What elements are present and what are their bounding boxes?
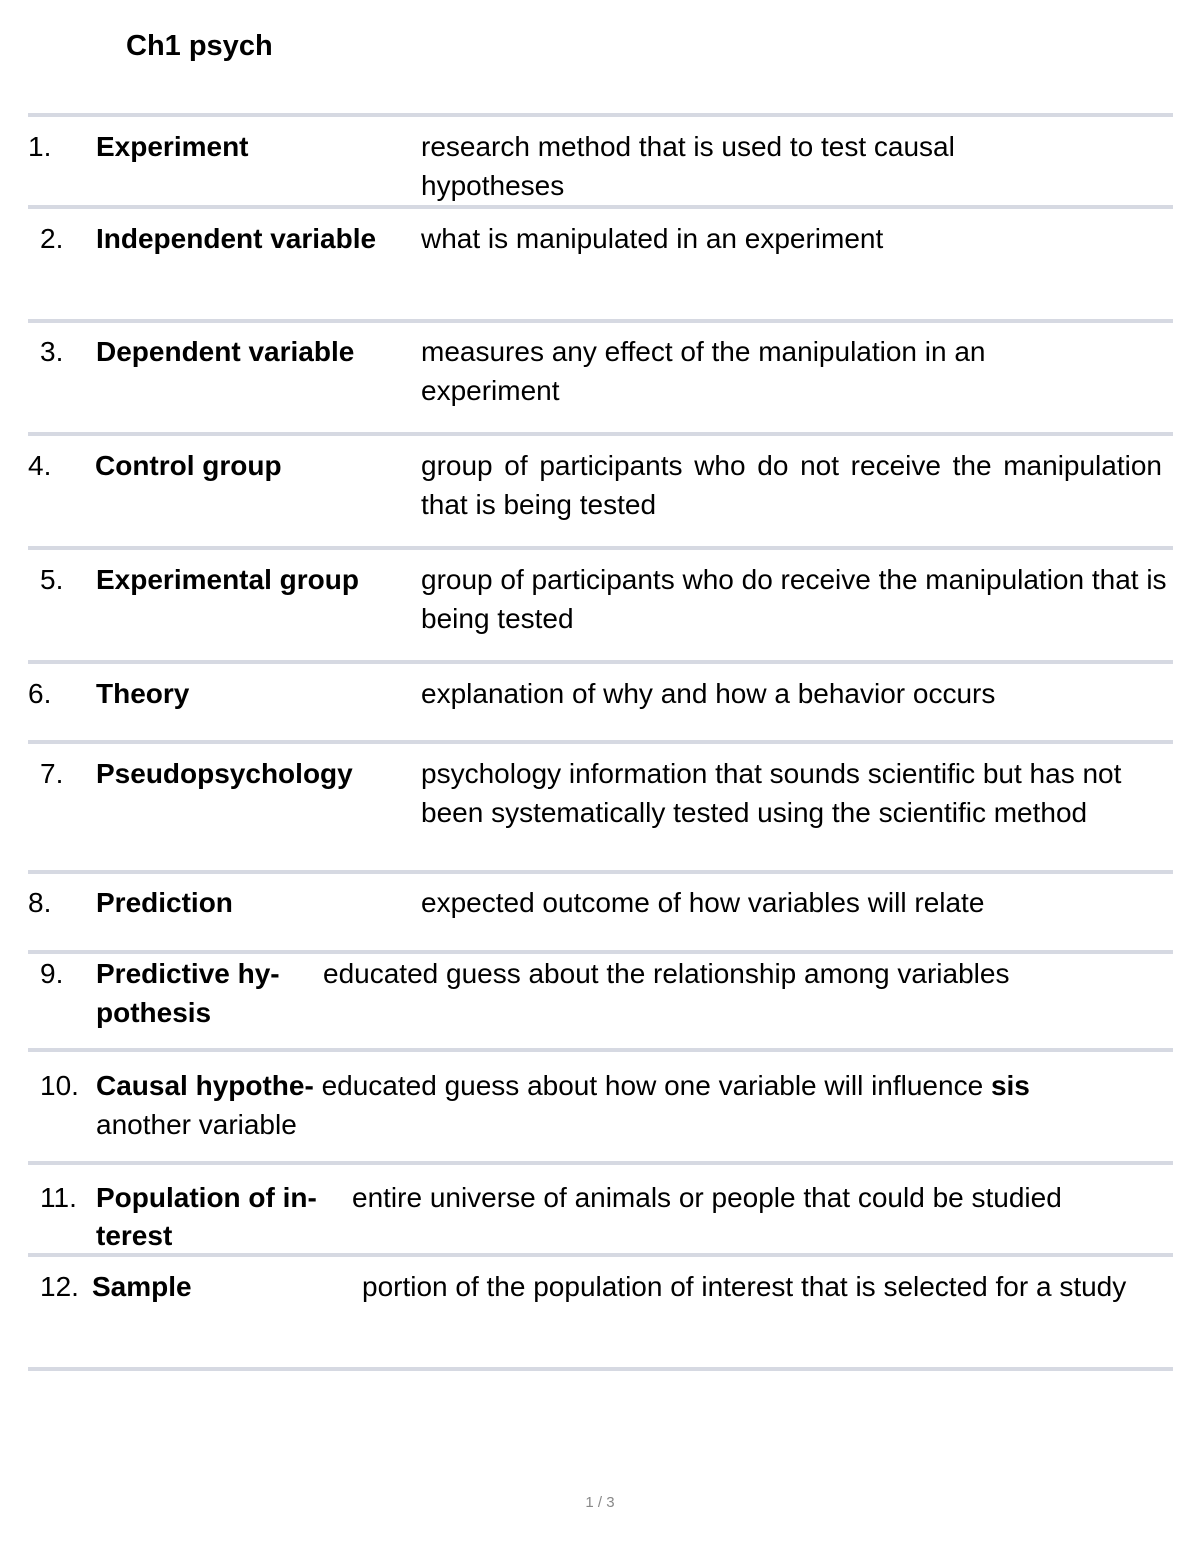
entry-definition: entire universe of animals or people that could be studied xyxy=(352,1182,1062,1213)
entry-number: 12. xyxy=(40,1271,79,1302)
divider xyxy=(28,319,1173,323)
entry-number: 3. xyxy=(40,336,64,367)
divider xyxy=(28,546,1173,550)
entry-number: 1. xyxy=(28,131,52,162)
entry-number: 9. xyxy=(40,958,64,989)
entry-term: Theory xyxy=(96,678,190,709)
entry-number: 10. xyxy=(40,1070,79,1101)
entry-term: Experiment xyxy=(96,131,249,162)
entry-number: 8. xyxy=(28,887,52,918)
page-title: Ch1 psych xyxy=(126,30,273,62)
entry-definition: psychology information that sounds scientific but has not been systematically tested using the scientific method xyxy=(421,758,1122,828)
entry-number: 4. xyxy=(28,450,52,481)
entry-definition: group of participants who do receive the manipulation that is being tested xyxy=(421,564,1167,634)
entry-definition: educated guess about how one variable will influence xyxy=(321,1070,984,1101)
entry-number: 7. xyxy=(40,758,64,789)
entry-definition: what is manipulated in an experiment xyxy=(421,223,884,254)
entry-definition: group of participants who do not receive the manipulation that is being tested xyxy=(421,450,1162,520)
entry-term-continued: terest xyxy=(96,1220,173,1251)
entry-term: Sample xyxy=(92,1271,192,1302)
divider xyxy=(28,113,1173,117)
entry-term: Predictive hy- xyxy=(96,958,280,989)
divider xyxy=(28,1367,1173,1371)
divider xyxy=(28,205,1173,209)
divider xyxy=(28,660,1173,664)
entry-term: Independent variable xyxy=(96,223,377,254)
entry-term: Causal hypothe- xyxy=(96,1070,314,1101)
entry-definition: expected outcome of how variables will relate xyxy=(421,887,985,918)
divider xyxy=(28,870,1173,874)
entry-term: Population of in- xyxy=(96,1182,317,1213)
entry-term: Dependent variable xyxy=(96,336,355,367)
divider xyxy=(28,432,1173,436)
divider xyxy=(28,1253,1173,1257)
entry-number: 6. xyxy=(28,678,52,709)
entry-definition: portion of the population of interest that is selected for a study xyxy=(362,1271,1127,1302)
entry-definition: research method that is used to test causal hypotheses xyxy=(421,131,955,201)
entry-term-continued: pothesis xyxy=(96,997,212,1028)
entry-definition: educated guess about the relationship among variables xyxy=(323,958,1010,989)
divider xyxy=(28,1048,1173,1052)
entry-term-continued: sis xyxy=(990,1070,1030,1101)
entry-number: 2. xyxy=(40,223,64,254)
divider xyxy=(28,740,1173,744)
entry-number: 5. xyxy=(40,564,64,595)
entry-definition: explanation of why and how a behavior occurs xyxy=(421,678,996,709)
entry-definition: measures any effect of the manipulation in an experiment xyxy=(421,336,986,406)
divider xyxy=(28,1161,1173,1165)
entry-term: Prediction xyxy=(96,887,233,918)
entry-term: Experimental group xyxy=(96,564,359,595)
entry-definition-continued: another variable xyxy=(96,1109,297,1140)
entry-line-1 xyxy=(96,1066,1176,1105)
entry-term: Control group xyxy=(95,450,282,481)
entry-number: 11. xyxy=(40,1182,77,1213)
page-indicator: 1 / 3 xyxy=(585,1494,615,1511)
entry-term: Pseudopsychology xyxy=(96,758,353,789)
